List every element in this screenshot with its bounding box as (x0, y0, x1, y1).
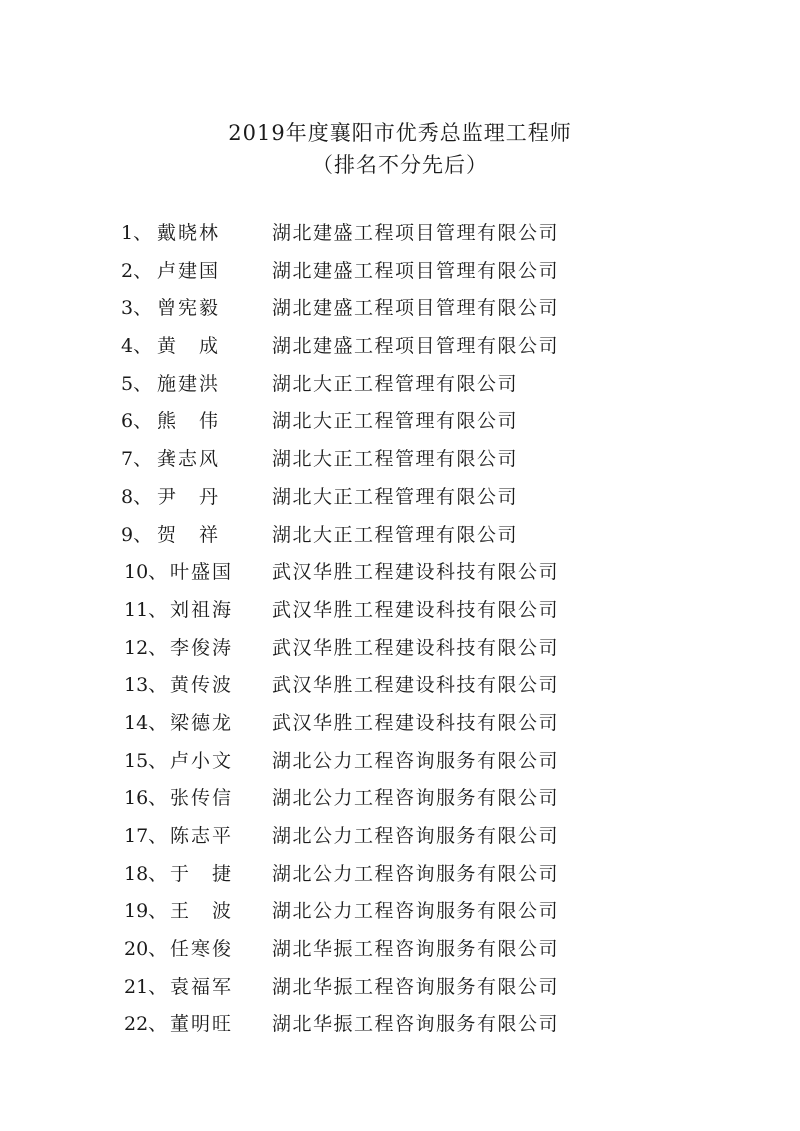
list-item (0, 972, 800, 1010)
entry-number: 17、 (124, 825, 168, 847)
entry-name: 龚志风 (157, 448, 221, 471)
entry-company: 湖北建盛工程项目管理有限公司 (272, 297, 560, 320)
document-title: 2019年度襄阳市优秀总监理工程师 (228, 121, 572, 145)
entry-name: 梁德龙 (170, 711, 234, 734)
list-item (0, 1009, 800, 1047)
entry-name: 王 波 (170, 900, 234, 923)
award-list (0, 218, 800, 1047)
entry-company: 湖北大正工程管理有限公司 (272, 410, 519, 433)
entry-name: 卢小文 (170, 749, 234, 772)
entry-number: 13、 (124, 674, 168, 697)
entry-name: 黄 成 (157, 335, 221, 358)
entry-number: 14、 (124, 711, 168, 734)
list-item (0, 746, 800, 784)
entry-name: 张传信 (170, 787, 234, 810)
entry-number: 21、 (124, 975, 168, 998)
entry-company: 湖北大正工程管理有限公司 (272, 523, 519, 546)
entry-company: 湖北建盛工程项目管理有限公司 (272, 259, 560, 282)
list-item (0, 708, 800, 746)
entry-company: 湖北华振工程咨询服务有限公司 (272, 1013, 560, 1036)
list-item (0, 482, 800, 520)
list-item (0, 934, 800, 972)
entry-number: 11、 (124, 598, 168, 621)
entry-number: 18、 (124, 862, 168, 885)
entry-name: 戴晓林 (157, 222, 221, 244)
entry-name: 刘祖海 (170, 598, 234, 621)
entry-company: 湖北大正工程管理有限公司 (272, 485, 519, 508)
entry-name: 叶盛国 (170, 561, 234, 584)
entry-number: 7、 (121, 448, 153, 471)
entry-number: 8、 (121, 485, 153, 508)
entry-name: 卢建国 (157, 259, 221, 282)
entry-number: 15、 (124, 749, 168, 772)
entry-company: 武汉华胜工程建设科技有限公司 (272, 711, 560, 734)
list-item (0, 595, 800, 633)
entry-number: 19、 (124, 900, 168, 923)
entry-name: 任寒俊 (170, 938, 234, 961)
list-item (0, 444, 800, 482)
entry-number: 20、 (124, 938, 168, 961)
entry-company: 湖北建盛工程项目管理有限公司 (272, 222, 560, 244)
entry-company: 湖北华振工程咨询服务有限公司 (272, 975, 560, 998)
entry-name: 董明旺 (170, 1013, 234, 1036)
entry-company: 湖北公力工程咨询服务有限公司 (272, 862, 560, 885)
list-item (0, 821, 800, 859)
entry-name: 陈志平 (170, 825, 234, 847)
list-item (0, 633, 800, 671)
list-item (0, 406, 800, 444)
document-subtitle: （排名不分先后） (312, 153, 488, 177)
entry-number: 4、 (121, 335, 153, 358)
entry-name: 贺 祥 (157, 523, 221, 546)
entry-company: 武汉华胜工程建设科技有限公司 (272, 561, 560, 584)
entry-company: 湖北大正工程管理有限公司 (272, 372, 519, 395)
entry-number: 5、 (121, 372, 153, 395)
entry-company: 武汉华胜工程建设科技有限公司 (272, 636, 560, 659)
list-item (0, 520, 800, 558)
entry-company: 湖北华振工程咨询服务有限公司 (272, 938, 560, 961)
entry-name: 施建洪 (157, 372, 221, 395)
entry-number: 2、 (121, 259, 153, 282)
list-item (0, 369, 800, 407)
list-item (0, 293, 800, 331)
entry-company: 湖北大正工程管理有限公司 (272, 448, 519, 471)
list-item (0, 859, 800, 897)
entry-name: 于 捷 (170, 862, 234, 885)
entry-number: 22、 (124, 1013, 168, 1036)
entry-name: 李俊涛 (170, 636, 234, 659)
entry-name: 尹 丹 (157, 485, 221, 508)
list-item (0, 557, 800, 595)
entry-number: 16、 (124, 787, 168, 810)
entry-number: 6、 (121, 410, 153, 433)
entry-company: 湖北公力工程咨询服务有限公司 (272, 787, 560, 810)
entry-name: 袁福军 (170, 975, 234, 998)
list-item (0, 331, 800, 369)
entry-company: 武汉华胜工程建设科技有限公司 (272, 674, 560, 697)
entry-number: 1、 (121, 222, 153, 244)
list-item (0, 256, 800, 294)
list-item (0, 896, 800, 934)
entry-company: 湖北公力工程咨询服务有限公司 (272, 825, 560, 847)
entry-number: 3、 (121, 297, 153, 320)
entry-company: 湖北公力工程咨询服务有限公司 (272, 900, 560, 923)
entry-number: 9、 (121, 523, 153, 546)
list-item (0, 218, 800, 256)
entry-company: 武汉华胜工程建设科技有限公司 (272, 598, 560, 621)
entry-company: 湖北公力工程咨询服务有限公司 (272, 749, 560, 772)
entry-name: 曾宪毅 (157, 297, 221, 320)
entry-number: 10、 (124, 561, 168, 584)
list-item (0, 670, 800, 708)
entry-number: 12、 (124, 636, 168, 659)
entry-company: 湖北建盛工程项目管理有限公司 (272, 335, 560, 358)
entry-name: 熊 伟 (157, 410, 221, 433)
list-item (0, 783, 800, 821)
entry-name: 黄传波 (170, 674, 234, 697)
